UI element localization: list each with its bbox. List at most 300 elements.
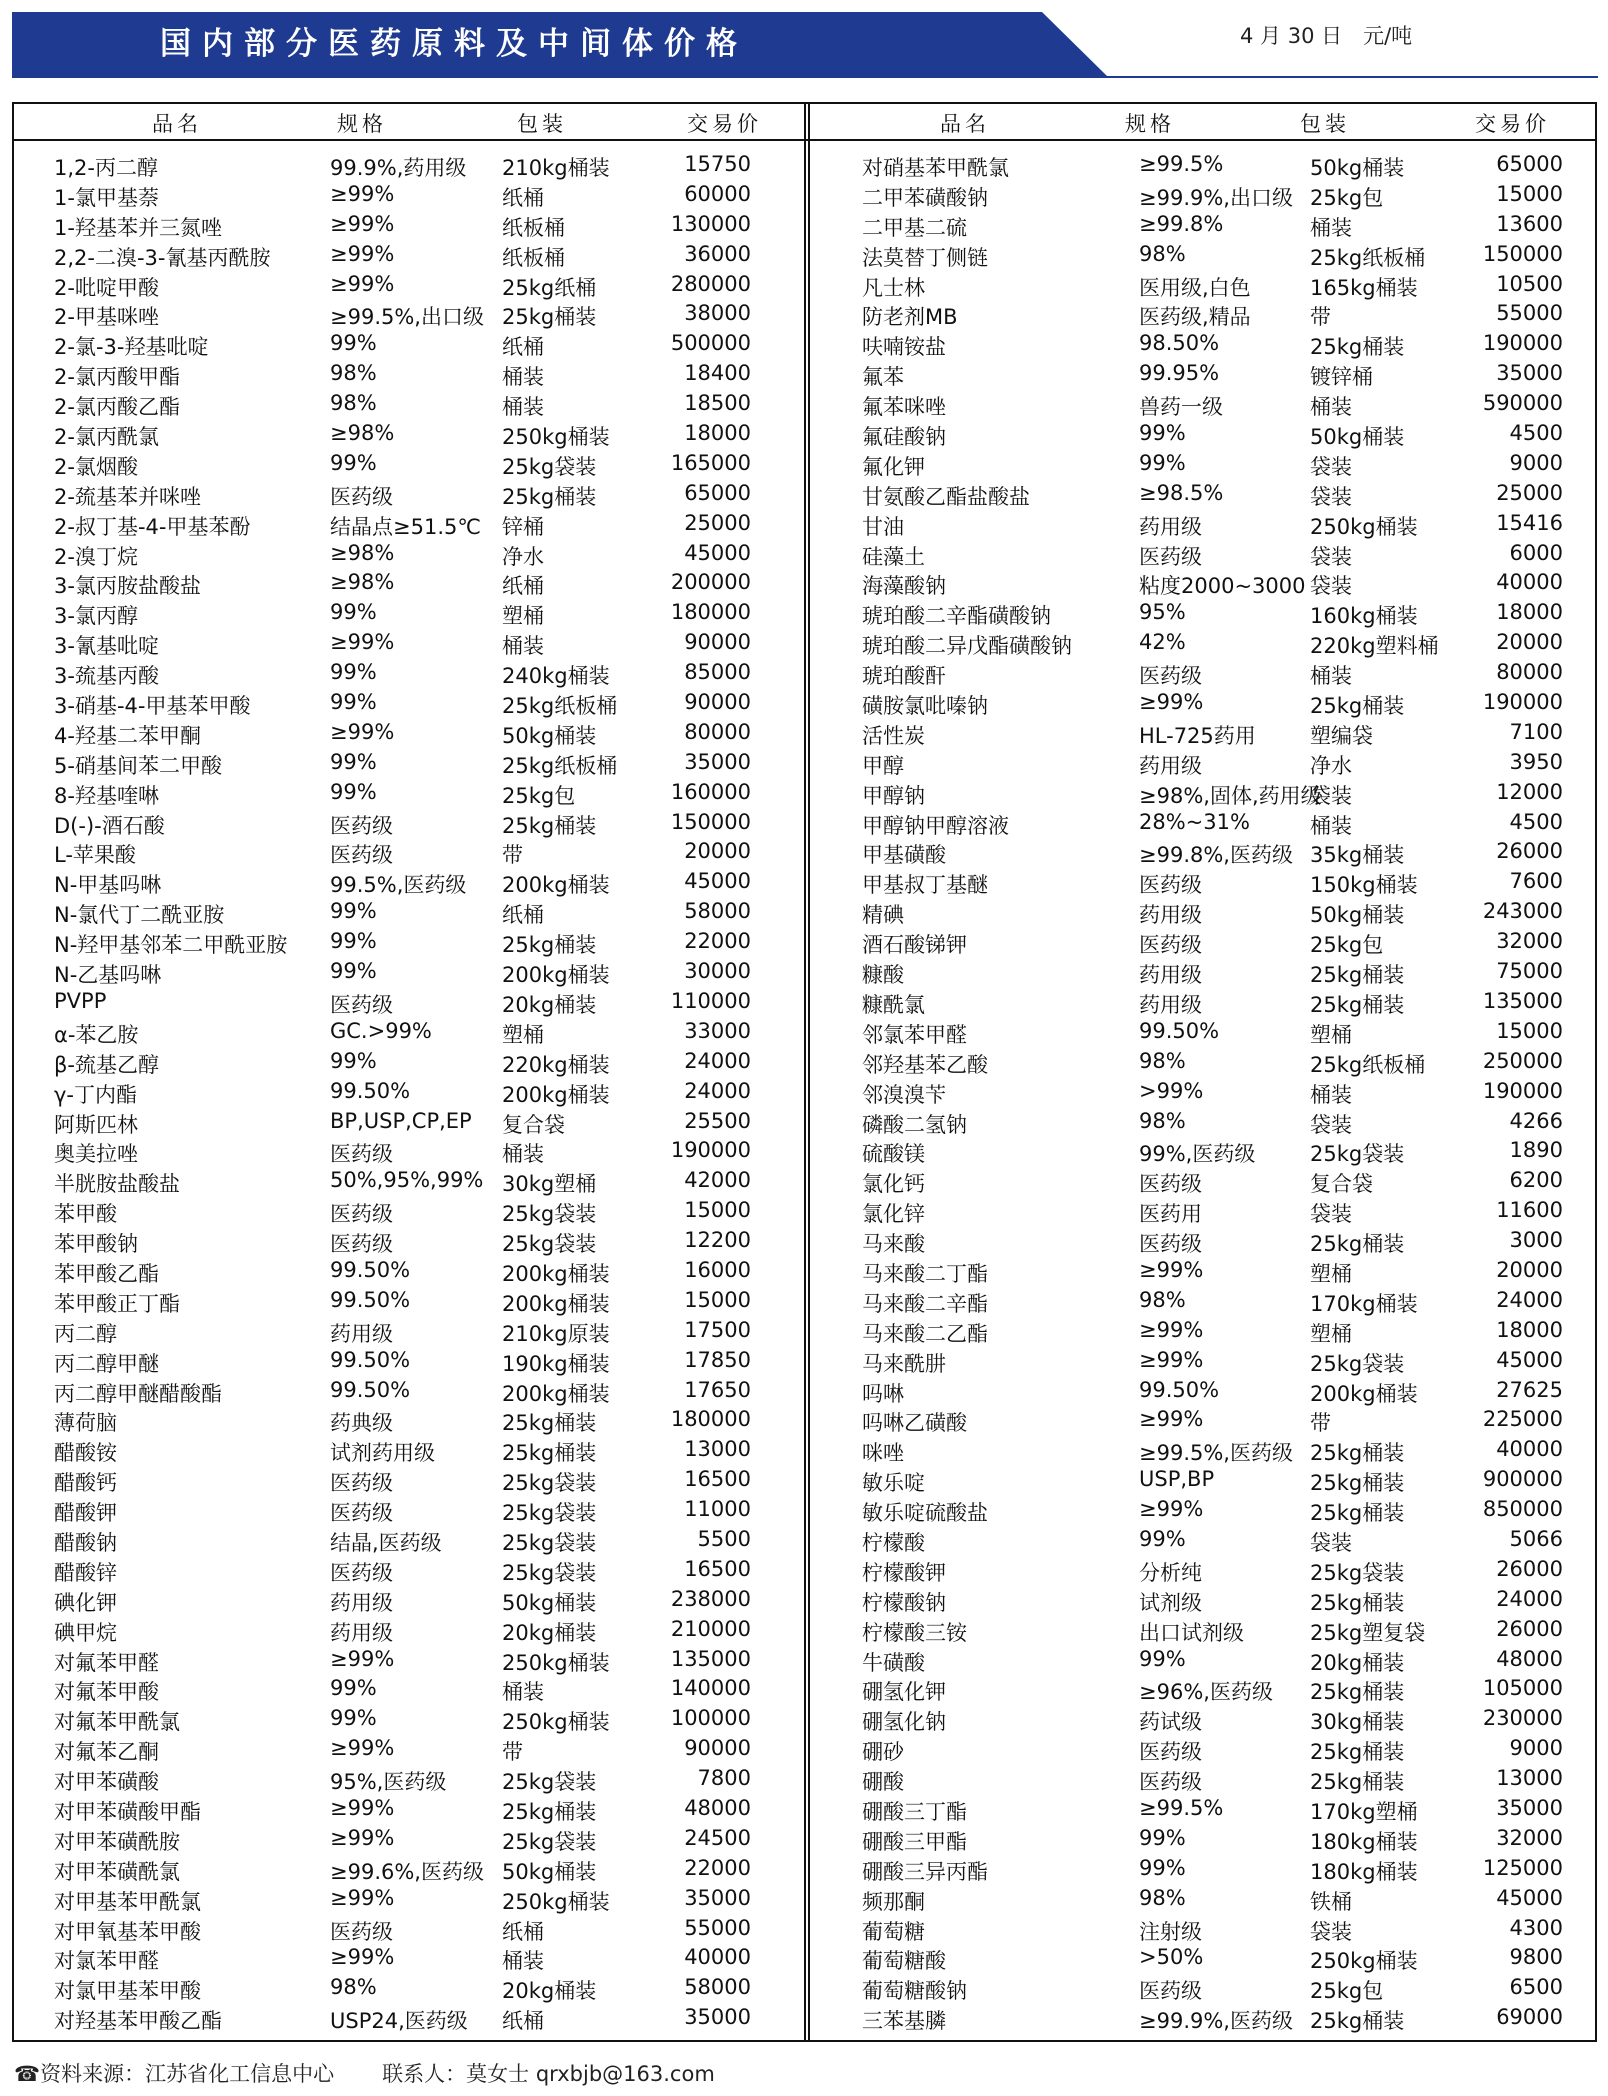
- table-row: [810, 1794, 1603, 1824]
- table-row: [810, 628, 1603, 658]
- product-name: 柠檬酸三铵: [862, 1620, 967, 1645]
- price: 15000: [1496, 181, 1563, 206]
- table-row: [810, 449, 1603, 479]
- product-name: 4-羟基二苯甲酮: [54, 723, 201, 748]
- spec: 药用级: [330, 1321, 393, 1346]
- price: 24000: [1496, 1586, 1563, 1611]
- product-name: 2-叔丁基-4-甲基苯酚: [54, 514, 251, 539]
- product-name: 甲醇钠甲醇溶液: [862, 813, 1009, 838]
- spec: 医药级: [1139, 873, 1202, 898]
- price: 150000: [670, 809, 751, 834]
- product-name: 2-溴丁烷: [54, 544, 138, 569]
- table-row: [12, 1286, 805, 1316]
- product-name: 防老剂MB: [862, 305, 958, 330]
- packaging: 25kg包: [1310, 1979, 1384, 2004]
- price: 9000: [1509, 450, 1563, 475]
- product-name: 甘油: [862, 514, 904, 539]
- product-name: 对氟苯甲酸: [54, 1680, 159, 1705]
- price: 13600: [1496, 211, 1563, 236]
- table-header: [810, 102, 1603, 140]
- table-row: [810, 778, 1603, 808]
- spec: 医药级: [330, 1471, 393, 1496]
- price: 15750: [684, 152, 751, 176]
- table-row: [12, 1585, 805, 1615]
- packaging: 25kg桶装: [1310, 1680, 1405, 1705]
- packaging: 纸桶: [502, 335, 544, 360]
- price: 80000: [684, 719, 751, 744]
- spec: ≥99%: [330, 241, 395, 266]
- packaging: 30kg桶装: [1310, 1710, 1405, 1735]
- product-name: 硫酸镁: [862, 1142, 925, 1167]
- table-row: [810, 1136, 1603, 1166]
- table-row: [810, 1286, 1603, 1316]
- product-name: 2-氯丙酸乙酯: [54, 395, 180, 420]
- spec: 50%,95%,99%: [330, 1168, 484, 1193]
- packaging: 25kg袋装: [502, 1530, 597, 1555]
- packaging: 25kg桶装: [1310, 1590, 1405, 1615]
- packaging: 200kg桶装: [1310, 1381, 1418, 1406]
- table-row: [12, 568, 805, 598]
- spec: 医药级: [330, 1919, 393, 1944]
- price: 24000: [684, 1078, 751, 1103]
- price: 27625: [1496, 1377, 1563, 1402]
- table-row: [810, 299, 1603, 329]
- spec: 99.50%: [330, 1377, 411, 1402]
- table-row: [810, 987, 1603, 1017]
- table-row: [810, 1405, 1603, 1435]
- product-name: 2-甲基咪唑: [54, 305, 159, 330]
- packaging: 袋装: [1310, 1530, 1352, 1555]
- product-name: 甲醇: [862, 753, 904, 778]
- price: 230000: [1482, 1706, 1563, 1731]
- spec: ≥98%: [330, 570, 395, 595]
- spec: 99%: [330, 899, 377, 924]
- price: 75000: [1496, 959, 1563, 984]
- packaging: 25kg桶装: [1310, 1501, 1405, 1526]
- packaging: 25kg纸桶: [502, 275, 597, 300]
- product-name: 苯甲酸钠: [54, 1232, 138, 1257]
- packaging: 净水: [1310, 753, 1352, 778]
- table-row: [12, 299, 805, 329]
- price: 17650: [684, 1377, 751, 1402]
- price: 65000: [1496, 152, 1563, 176]
- price: 35000: [684, 1885, 751, 1910]
- spec: 药用级: [1139, 753, 1202, 778]
- header-name: 品名: [152, 112, 202, 136]
- price: 16000: [684, 1257, 751, 1282]
- table-row: [810, 1196, 1603, 1226]
- spec: ≥99%: [1139, 1407, 1204, 1432]
- spec: 医药级: [1139, 1740, 1202, 1765]
- spec: 医药级: [330, 1202, 393, 1227]
- packaging: 20kg桶装: [502, 1979, 597, 2004]
- spec: >50%: [1139, 1945, 1204, 1970]
- price: 9800: [1509, 1945, 1563, 1970]
- product-name: 邻溴溴苄: [862, 1082, 946, 1107]
- table-row: [12, 1674, 805, 1704]
- price: 55000: [684, 1915, 751, 1940]
- product-name: 二甲基二硫: [862, 215, 967, 240]
- packaging: 袋装: [1310, 544, 1352, 569]
- table-row: [810, 1047, 1603, 1077]
- product-name: 硼氢化钾: [862, 1680, 946, 1705]
- price: 165000: [670, 450, 751, 475]
- product-name: 醋酸钠: [54, 1530, 117, 1555]
- spec: 28%~31%: [1139, 809, 1250, 834]
- product-name: 磷酸二氢钠: [862, 1112, 967, 1137]
- price: 17850: [684, 1347, 751, 1372]
- table-row: [12, 1405, 805, 1435]
- spec: 99%,医药级: [1139, 1142, 1256, 1167]
- page-title: 国内部分医药原料及中间体价格: [160, 26, 748, 62]
- price: 90000: [684, 1736, 751, 1761]
- product-name: γ-丁内酯: [54, 1082, 138, 1107]
- packaging: 180kg桶装: [1310, 1829, 1418, 1854]
- table-row: [12, 449, 805, 479]
- packaging: 250kg桶装: [502, 1710, 610, 1735]
- product-name: 对氟苯甲酰氯: [54, 1710, 180, 1735]
- spec: ≥99%: [1139, 1257, 1204, 1282]
- product-name: 氟硅酸钠: [862, 425, 946, 450]
- table-row: [810, 808, 1603, 838]
- packaging: 桶装: [502, 395, 544, 420]
- spec: 医药级: [1139, 1232, 1202, 1257]
- spec: ≥99%: [330, 719, 395, 744]
- spec: 99.50%: [330, 1287, 411, 1312]
- table-row: [12, 270, 805, 300]
- table-row: [810, 479, 1603, 509]
- spec: 医药级: [330, 484, 393, 509]
- spec: 99%: [1139, 450, 1186, 475]
- table-row: [810, 1615, 1603, 1645]
- spec: ≥99%: [330, 630, 395, 655]
- product-name: 呋喃铵盐: [862, 335, 946, 360]
- product-name: 氟化钾: [862, 454, 925, 479]
- packaging: 25kg桶装: [502, 1441, 597, 1466]
- table-row: [810, 1316, 1603, 1346]
- packaging: 25kg袋装: [502, 1471, 597, 1496]
- spec: 出口试剂级: [1139, 1620, 1244, 1645]
- packaging: 桶装: [502, 634, 544, 659]
- product-name: L-苹果酸: [54, 843, 136, 868]
- spec: 98%: [330, 361, 377, 386]
- table-row: [12, 1346, 805, 1376]
- packaging: 25kg包: [1310, 933, 1384, 958]
- product-name: 对甲苯磺酸: [54, 1770, 159, 1795]
- price: 32000: [1496, 1825, 1563, 1850]
- table-row: [810, 2003, 1603, 2033]
- table-row: [12, 987, 805, 1017]
- price: 25500: [684, 1108, 751, 1133]
- price: 13000: [684, 1437, 751, 1462]
- packaging: 25kg纸板桶: [1310, 245, 1426, 270]
- packaging: 180kg桶装: [1310, 1859, 1418, 1884]
- spec: 医药级: [1139, 1979, 1202, 2004]
- product-name: 马来酸: [862, 1232, 925, 1257]
- price: 24000: [1496, 1287, 1563, 1312]
- table-row: [12, 1615, 805, 1645]
- packaging: 袋装: [1310, 574, 1352, 599]
- price: 1890: [1509, 1138, 1563, 1163]
- product-name: 3-巯基丙酸: [54, 664, 159, 689]
- product-name: 糠酸: [862, 963, 904, 988]
- spec: 99.9%,药用级: [330, 156, 467, 180]
- table-row: [810, 598, 1603, 628]
- table-row: [810, 1973, 1603, 2003]
- spec: 99.50%: [330, 1257, 411, 1282]
- spec: 98.50%: [1139, 331, 1220, 356]
- price: 12200: [684, 1228, 751, 1253]
- table-row: [810, 718, 1603, 748]
- table-row: [810, 389, 1603, 419]
- contact-text: 联系人：莫女士 qrxbjb@163.com: [382, 2062, 715, 2086]
- price: 110000: [670, 988, 751, 1013]
- price: 25000: [1496, 480, 1563, 505]
- product-name: α-苯乙胺: [54, 1022, 139, 1047]
- price: 20000: [684, 839, 751, 864]
- packaging: 25kg包: [502, 783, 576, 808]
- spec: 医用级,白色: [1139, 275, 1251, 300]
- table-row: [810, 1645, 1603, 1675]
- price: 3000: [1509, 1228, 1563, 1253]
- price: 3950: [1509, 749, 1563, 774]
- source-text: ☎资料来源：江苏省化工信息中心: [14, 2062, 335, 2086]
- price: 33000: [684, 1018, 751, 1043]
- packaging: 25kg袋装: [502, 1770, 597, 1795]
- spec: 99.95%: [1139, 361, 1220, 386]
- price: 90000: [684, 630, 751, 655]
- product-name: 8-羟基喹啉: [54, 783, 159, 808]
- packaging: 200kg桶装: [502, 873, 610, 898]
- table-row: [810, 748, 1603, 778]
- product-name: 对氟苯甲醛: [54, 1650, 159, 1675]
- spec: 99%: [1139, 1855, 1186, 1880]
- table-row: [810, 1824, 1603, 1854]
- product-name: 对氯苯甲醛: [54, 1949, 159, 1974]
- table-row: [12, 150, 805, 180]
- product-name: 葡萄糖: [862, 1919, 925, 1944]
- product-name: 活性炭: [862, 723, 925, 748]
- packaging: 210kg原装: [502, 1321, 610, 1346]
- table-row: [12, 1764, 805, 1794]
- table-header: [12, 102, 805, 140]
- product-name: 氯化钙: [862, 1172, 925, 1197]
- spec: ≥99.8%,医药级: [1139, 843, 1293, 868]
- packaging: 25kg桶装: [1310, 1740, 1405, 1765]
- price: 5066: [1509, 1526, 1563, 1551]
- left-rows: [12, 150, 805, 2033]
- table-row: [12, 1077, 805, 1107]
- packaging: 桶装: [1310, 813, 1352, 838]
- price: 17500: [684, 1317, 751, 1342]
- product-name: 硼酸三丁酯: [862, 1799, 967, 1824]
- packaging: 塑桶: [1310, 1261, 1352, 1286]
- packaging: 35kg桶装: [1310, 843, 1405, 868]
- table-row: [12, 628, 805, 658]
- table-row: [810, 180, 1603, 210]
- packaging: 25kg桶装: [1310, 992, 1405, 1017]
- packaging: 纸桶: [502, 185, 544, 210]
- price: 140000: [670, 1676, 751, 1701]
- price: 590000: [1482, 391, 1563, 416]
- product-name: 对羟基苯甲酸乙酯: [54, 2009, 222, 2034]
- product-name: 2,2-二溴-3-氰基丙酰胺: [54, 245, 271, 270]
- packaging: 160kg桶装: [1310, 604, 1418, 629]
- spec: 结晶,医药级: [330, 1530, 442, 1555]
- spec: 医药级: [330, 1142, 393, 1167]
- packaging: 50kg桶装: [1310, 425, 1405, 450]
- price: 45000: [1496, 1885, 1563, 1910]
- product-name: 琥珀酸酐: [862, 664, 946, 689]
- packaging: 带: [1310, 1411, 1331, 1436]
- table-row: [810, 1465, 1603, 1495]
- packaging: 袋装: [1310, 484, 1352, 509]
- price: 190000: [1482, 331, 1563, 356]
- price: 40000: [1496, 570, 1563, 595]
- packaging: 20kg桶装: [502, 992, 597, 1017]
- table-row: [810, 329, 1603, 359]
- table-row: [810, 837, 1603, 867]
- packaging: 20kg桶装: [502, 1620, 597, 1645]
- product-name: 葡萄糖酸: [862, 1949, 946, 1974]
- packaging: 纸板桶: [502, 215, 565, 240]
- packaging: 50kg桶装: [1310, 903, 1405, 928]
- price: 180000: [670, 600, 751, 625]
- price: 40000: [1496, 1437, 1563, 1462]
- table-row: [12, 1166, 805, 1196]
- product-name: 3-氯丙胺盐酸盐: [54, 574, 201, 599]
- product-name: 丙二醇甲醚醋酸酯: [54, 1381, 222, 1406]
- price: 4300: [1509, 1915, 1563, 1940]
- table-row: [810, 1854, 1603, 1884]
- product-name: 半胱胺盐酸盐: [54, 1172, 180, 1197]
- packaging: 30kg塑桶: [502, 1172, 597, 1197]
- product-name: N-氯代丁二酰亚胺: [54, 903, 225, 928]
- header-name: 品名: [940, 112, 990, 136]
- product-name: 马来酸二丁酯: [862, 1261, 988, 1286]
- price: 135000: [670, 1646, 751, 1671]
- spec: 99%: [330, 690, 377, 715]
- spec: 药典级: [330, 1411, 393, 1436]
- price: 850000: [1482, 1497, 1563, 1522]
- packaging: 25kg桶装: [502, 1411, 597, 1436]
- spec: 医药级: [1139, 544, 1202, 569]
- price: 10500: [1496, 271, 1563, 296]
- product-name: 苯甲酸正丁酯: [54, 1291, 180, 1316]
- packaging: 250kg桶装: [502, 1889, 610, 1914]
- packaging: 桶装: [502, 1142, 544, 1167]
- product-name: 2-氯丙酰氯: [54, 425, 159, 450]
- packaging: 25kg袋装: [502, 1501, 597, 1526]
- product-name: 对甲氧基苯甲酸: [54, 1919, 201, 1944]
- spec: 注射级: [1139, 1919, 1202, 1944]
- spec: 医药用: [1139, 1202, 1202, 1227]
- spec: 99%: [330, 929, 377, 954]
- packaging: 250kg桶装: [1310, 514, 1418, 539]
- product-name: 牛磺酸: [862, 1650, 925, 1675]
- table-row: [12, 329, 805, 359]
- packaging: 带: [502, 1740, 523, 1765]
- table-row: [810, 210, 1603, 240]
- table-row: [810, 1734, 1603, 1764]
- table-row: [12, 479, 805, 509]
- table-row: [12, 1196, 805, 1226]
- spec: 99%: [1139, 421, 1186, 446]
- table-row: [810, 240, 1603, 270]
- product-name: 苯甲酸乙酯: [54, 1261, 159, 1286]
- table-row: [12, 598, 805, 628]
- packaging: 250kg桶装: [502, 425, 610, 450]
- spec: 99%: [1139, 1526, 1186, 1551]
- spec: 医药级: [330, 843, 393, 868]
- table-row: [12, 867, 805, 897]
- packaging: 170kg塑桶: [1310, 1799, 1418, 1824]
- price: 26000: [1496, 839, 1563, 864]
- packaging: 纸桶: [502, 1919, 544, 1944]
- table-row: [12, 1136, 805, 1166]
- spec: 兽药一级: [1139, 395, 1223, 420]
- price: 22000: [684, 929, 751, 954]
- packaging: 袋装: [1310, 1112, 1352, 1137]
- product-name: 葡萄糖酸钠: [862, 1979, 967, 2004]
- price: 85000: [684, 660, 751, 685]
- spec: 99.50%: [330, 1347, 411, 1372]
- price: 190000: [670, 1138, 751, 1163]
- spec: 98%: [330, 391, 377, 416]
- spec: ≥99.5%: [1139, 152, 1224, 176]
- product-name: 硼酸: [862, 1770, 904, 1795]
- spec: 99%: [330, 1706, 377, 1731]
- price: 150000: [1482, 241, 1563, 266]
- spec: 药用级: [1139, 992, 1202, 1017]
- product-name: 2-氯-3-羟基吡啶: [54, 335, 209, 360]
- product-name: 法莫替丁侧链: [862, 245, 988, 270]
- packaging: 桶装: [502, 365, 544, 390]
- table-row: [12, 897, 805, 927]
- price: 16500: [684, 1556, 751, 1581]
- table-row: [810, 1764, 1603, 1794]
- spec: ≥99%: [330, 1795, 395, 1820]
- price: 35000: [684, 2005, 751, 2030]
- price: 135000: [1482, 988, 1563, 1013]
- product-name: 频那酮: [862, 1889, 925, 1914]
- spec: 医药级: [330, 992, 393, 1017]
- price: 900000: [1482, 1467, 1563, 1492]
- price: 280000: [670, 271, 751, 296]
- spec: 42%: [1139, 630, 1186, 655]
- packaging: 纸板桶: [502, 245, 565, 270]
- spec: ≥99.6%,医药级: [330, 1859, 484, 1884]
- price: 125000: [1482, 1855, 1563, 1880]
- spec: 试剂药用级: [330, 1441, 435, 1466]
- table-row: [810, 270, 1603, 300]
- packaging: 25kg袋装: [502, 454, 597, 479]
- price: 16500: [684, 1467, 751, 1492]
- spec: 99.50%: [1139, 1377, 1220, 1402]
- product-name: 对甲苯磺酰氯: [54, 1859, 180, 1884]
- product-name: 3-氯丙醇: [54, 604, 138, 629]
- spec: ≥99%: [330, 1885, 395, 1910]
- product-name: 磺胺氯吡嗪钠: [862, 694, 988, 719]
- packaging: 25kg袋装: [502, 1232, 597, 1257]
- spec: 98%: [1139, 1885, 1186, 1910]
- spec: 98%: [1139, 241, 1186, 266]
- packaging: 镀锌桶: [1310, 365, 1373, 390]
- price: 18000: [1496, 1317, 1563, 1342]
- packaging: 220kg桶装: [502, 1052, 610, 1077]
- table-row: [12, 1824, 805, 1854]
- table-row: [12, 957, 805, 987]
